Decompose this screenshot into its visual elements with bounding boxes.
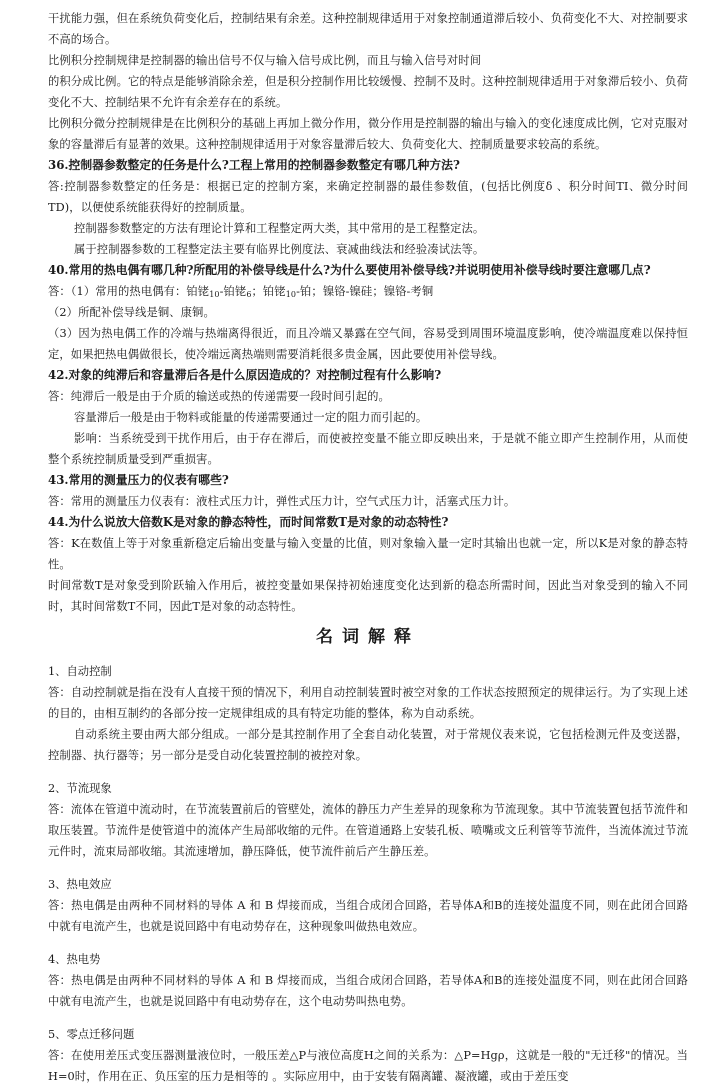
paragraph-pi-control: 比例积分控制规律是控制器的输出信号不仅与输入信号成比例，而且与输入信号对时间 [48,54,482,67]
answer-42: 答：纯滞后一般是由于介质的输送或热的传递需要一段时间引起的。 [48,390,390,403]
term-5-body: 答：在使用差压式变压器测量液位时，一般压差△P与液位高度H之间的关系为：△P=Hgρ，这就是一般的"无迁移"的情况。当H=0时，作用在正、负压室的压力是相等的 。实际应用中，由于安装有隔离罐、凝液罐，或由于差压变 [48,1049,688,1083]
term-4-body: 答：热电偶是由两种不同材料的导体 A 和 B 焊接而成，当组合成闭合回路，若导体A和B的连接处温度不同，则在此闭合回路中就有电流产生，也就是说回路中有电动势存在，这个电动势叫热电势。 [48,974,688,1008]
answer-40-part1 [48,281,688,302]
paragraph-pi-control-cont: 的积分成比例。它的特点是能够消除余差，但是积分控制作用比较缓慢、控制不及时。这种控制规律适用于对象滞后较小、负荷变化不大、控制结果不允许有余差存在的系统。 [48,75,688,109]
document-page [48,8,688,1087]
term-5-heading: 5、零点迁移问题 [48,1028,135,1041]
question-42: 42.对象的纯滞后和容量滞后各是什么原因造成的？对控制过程有什么影响? [48,368,442,382]
term-2-body: 答：流体在管道中流动时，在节流装置前后的管壁处，流体的静压力产生差异的现象称为节流现象。其中节流装置包括节流件和取压装置。节流件是使管道中的流体产生局部收缩的元件。在管道通路上安装孔板、喷嘴或文丘利管等节流件，当流体流过节流元件时，流束局部收缩。其流速增加，静压降低，使节流件前后产生静压差。 [48,803,688,858]
term-3-heading: 3、热电效应 [48,878,112,891]
question-40: 40.常用的热电偶有哪几种?所配用的补偿导线是什么?为什么要使用补偿导线?并说明使用补偿导线时要注意哪几点? [48,263,651,277]
question-43: 43.常用的测量压力的仪表有哪些? [48,473,229,487]
answer-40-part2: （2）所配补偿导线是铜、康铜。 [48,306,215,319]
answer-40-mid2: ；铂铑 [251,285,286,298]
answer-40-prefix: 答：（1）常用的热电偶有：铂铑 [48,285,210,298]
subscript-6: 6 [246,290,252,299]
question-36: 36.控制器参数整定的任务是什么?工程上常用的控制器参数整定有哪几种方法? [48,158,460,172]
answer-40-suffix: -铂；镍铬-镍硅；镍铬-考铜 [296,285,434,298]
subscript-10b: 10 [285,290,297,299]
term-4-heading: 4、热电势 [48,953,101,966]
question-44: 44.为什么说放大倍数K是对象的静态特性，而时间常数T是对象的动态特性? [48,515,449,529]
section-title: 名词解释 [316,627,420,647]
answer-42-para2: 容量滞后一般是由于物料或能量的传递需要通过一定的阻力而引起的。 [74,411,428,424]
answer-40-mid1: -铂铑 [219,285,247,298]
subscript-10: 10 [209,290,220,299]
answer-42-para3: 影响：当系统受到干扰作用后，由于存在滞后，而使被控变量不能立即反映出来，于是就不能立即产生控制作用，从而使整个系统控制质量受到严重损害。 [48,432,688,466]
answer-36: 答:控制器参数整定的任务是：根据已定的控制方案，来确定控制器的最佳参数值，(包括比例度δ 、积分时间TI、微分时间TD)，以便使系统能获得好的控制质量。 [48,180,688,214]
term-2-heading: 2、节流现象 [48,782,112,795]
term-3-body: 答：热电偶是由两种不同材料的导体 A 和 B 焊接而成，当组合成闭合回路，若导体A和B的连接处温度不同，则在此闭合回路中就有电流产生，也就是说回路中有电动势存在，这种现象叫做热电效应。 [48,899,688,933]
term-1-heading: 1、自动控制 [48,665,112,678]
answer-43: 答：常用的测量压力仪表有：液柱式压力计，弹性式压力计，空气式压力计，活塞式压力计。 [48,495,516,508]
answer-40-part3: （3）因为热电偶工作的冷端与热端离得很近，而且冷端又暴露在空气间，容易受到周围环境温度影响，使冷端温度难以保持恒定，如果把热电偶做很长，使冷端远离热端则需要消耗很多贵金属，因此要使用补偿导线。 [48,327,688,361]
answer-44-para2: 时间常数T是对象受到阶跃输入作用后，被控变量如果保持初始速度变化达到新的稳态所需时间，因此当对象受到的输入不同时，其时间常数T不同，因此T是对象的动态特性。 [48,579,688,613]
answer-36-para3: 属于控制器参数的工程整定法主要有临界比例度法、衰减曲线法和经验凑试法等。 [74,243,485,256]
term-1-body: 答：自动控制就是指在没有人直接干预的情况下，利用自动控制装置时被空对象的工作状态按照预定的规律运行。为了实现上述的目的，由相互制约的各部分按一定规律组成的具有特定功能的整体，称为自动系统。 [48,686,688,720]
answer-36-para2: 控制器参数整定的方法有理论计算和工程整定两大类，其中常用的是工程整定法。 [74,222,485,235]
term-1-body2: 自动系统主要由两大部分组成。一部分是其控制作用了全套自动化装置，对于常规仪表来说，它包括检测元件及变送器，控制器、执行器等；另一部分是受自动化装置控制的被控对象。 [48,728,688,762]
paragraph-p-control-end: 干扰能力强，但在系统负荷变化后，控制结果有余差。这种控制规律适用于对象控制通道滞后较小、负荷变化不大、对控制要求不高的场合。 [48,12,688,46]
answer-44: 答：K在数值上等于对象重新稳定后输出变量与输入变量的比值，则对象输入量一定时其输出也就一定，所以K是对象的静态特性。 [48,537,688,571]
paragraph-pid-control: 比例积分微分控制规律是在比例积分的基础上再加上微分作用，微分作用是控制器的输出与输入的变化速度成比例，它对克服对象的容量滞后有显著的效果。这种控制规律适用于对象容量滞后较大、负荷变化大、控制质量要求较高的系统。 [48,117,688,151]
